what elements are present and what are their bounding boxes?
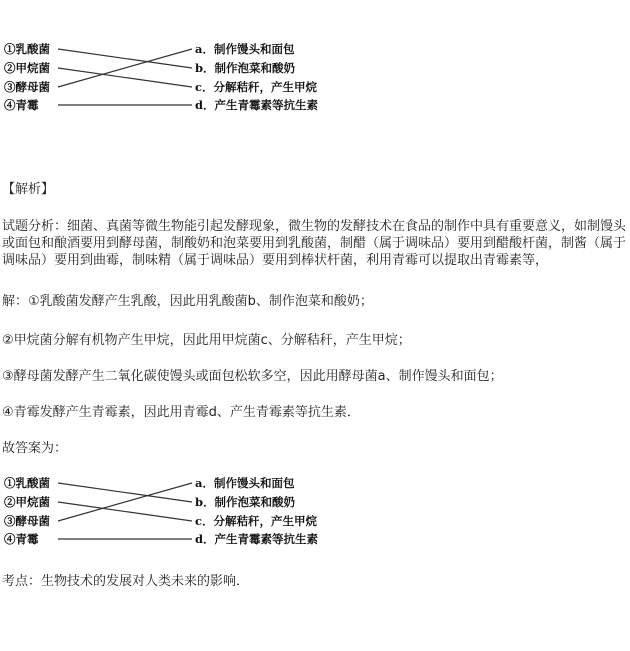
- answer-line-methane-to-c: [58, 502, 192, 521]
- answer-right-item-b: b．制作泡菜和酸奶: [195, 495, 296, 509]
- analysis-intro: 试题分析：细菌、真菌等微生物能引起发酵现象，微生物的发酵技术在食品的制作中具有重要意义，如制馒头或面包和酿酒要用到酵母菌，制酸奶和泡菜要用到乳酸菌，制醋（属于调味品）要用到醋酸杆菌，制酱（属于调味品）要用到曲霉，制味精（属于调味品）要用到棒状杆菌，利用青霉可以提取出青霉素等，: [2, 219, 627, 268]
- answer-left-item-yeast: ③酵母菌: [4, 514, 50, 528]
- left-item-lactic-acid-bacteria: ①乳酸菌: [4, 42, 50, 56]
- answer-heading: 故答案为：: [2, 441, 68, 456]
- left-item-penicillium: ④青霉: [4, 98, 39, 112]
- answer-right-item-c: c．分解秸秆，产生甲烷: [195, 514, 318, 528]
- right-item-d: d．产生青霉素等抗生素: [195, 98, 319, 112]
- answer-right-item-d: d．产生青霉素等抗生素: [195, 532, 319, 546]
- solution-line-4: ④青霉发酵产生青霉素，因此用青霉d、产生青霉素等抗生素．: [2, 405, 360, 420]
- question-matching-figure: [0, 40, 340, 120]
- answer-left-item-lactic-acid-bacteria: ①乳酸菌: [4, 476, 50, 490]
- solution-line-2: ②甲烷菌分解有机物产生甲烷，因此用甲烷菌c、分解秸秆，产生甲烷；: [2, 333, 411, 348]
- answer-left-item-methane-bacteria: ②甲烷菌: [4, 495, 50, 509]
- line-lactic-to-b: [58, 49, 192, 68]
- analysis-heading: 【解析】: [2, 182, 55, 197]
- answer-line-yeast-to-a: [58, 483, 192, 521]
- right-item-b: b．制作泡菜和酸奶: [195, 61, 296, 75]
- key-point: 考点：生物技术的发展对人类未来的影响．: [2, 574, 250, 589]
- right-item-a: a．制作馒头和面包: [195, 42, 295, 56]
- line-yeast-to-a: [58, 49, 192, 87]
- answer-left-item-penicillium: ④青霉: [4, 532, 39, 546]
- answer-matching-figure: [0, 474, 340, 554]
- left-item-yeast: ③酵母菌: [4, 80, 50, 94]
- solution-line-1: 解：①乳酸菌发酵产生乳酸，因此用乳酸菌b、制作泡菜和酸奶；: [2, 294, 373, 309]
- solution-line-3: ③酵母菌发酵产生二氧化碳使馒头或面包松软多空，因此用酵母菌a、制作馒头和面包；: [2, 369, 503, 384]
- right-item-c: c．分解秸秆，产生甲烷: [195, 80, 318, 94]
- answer-line-lactic-to-b: [58, 483, 192, 502]
- line-methane-to-c: [58, 68, 192, 87]
- answer-right-item-a: a．制作馒头和面包: [195, 476, 295, 490]
- left-item-methane-bacteria: ②甲烷菌: [4, 61, 50, 75]
